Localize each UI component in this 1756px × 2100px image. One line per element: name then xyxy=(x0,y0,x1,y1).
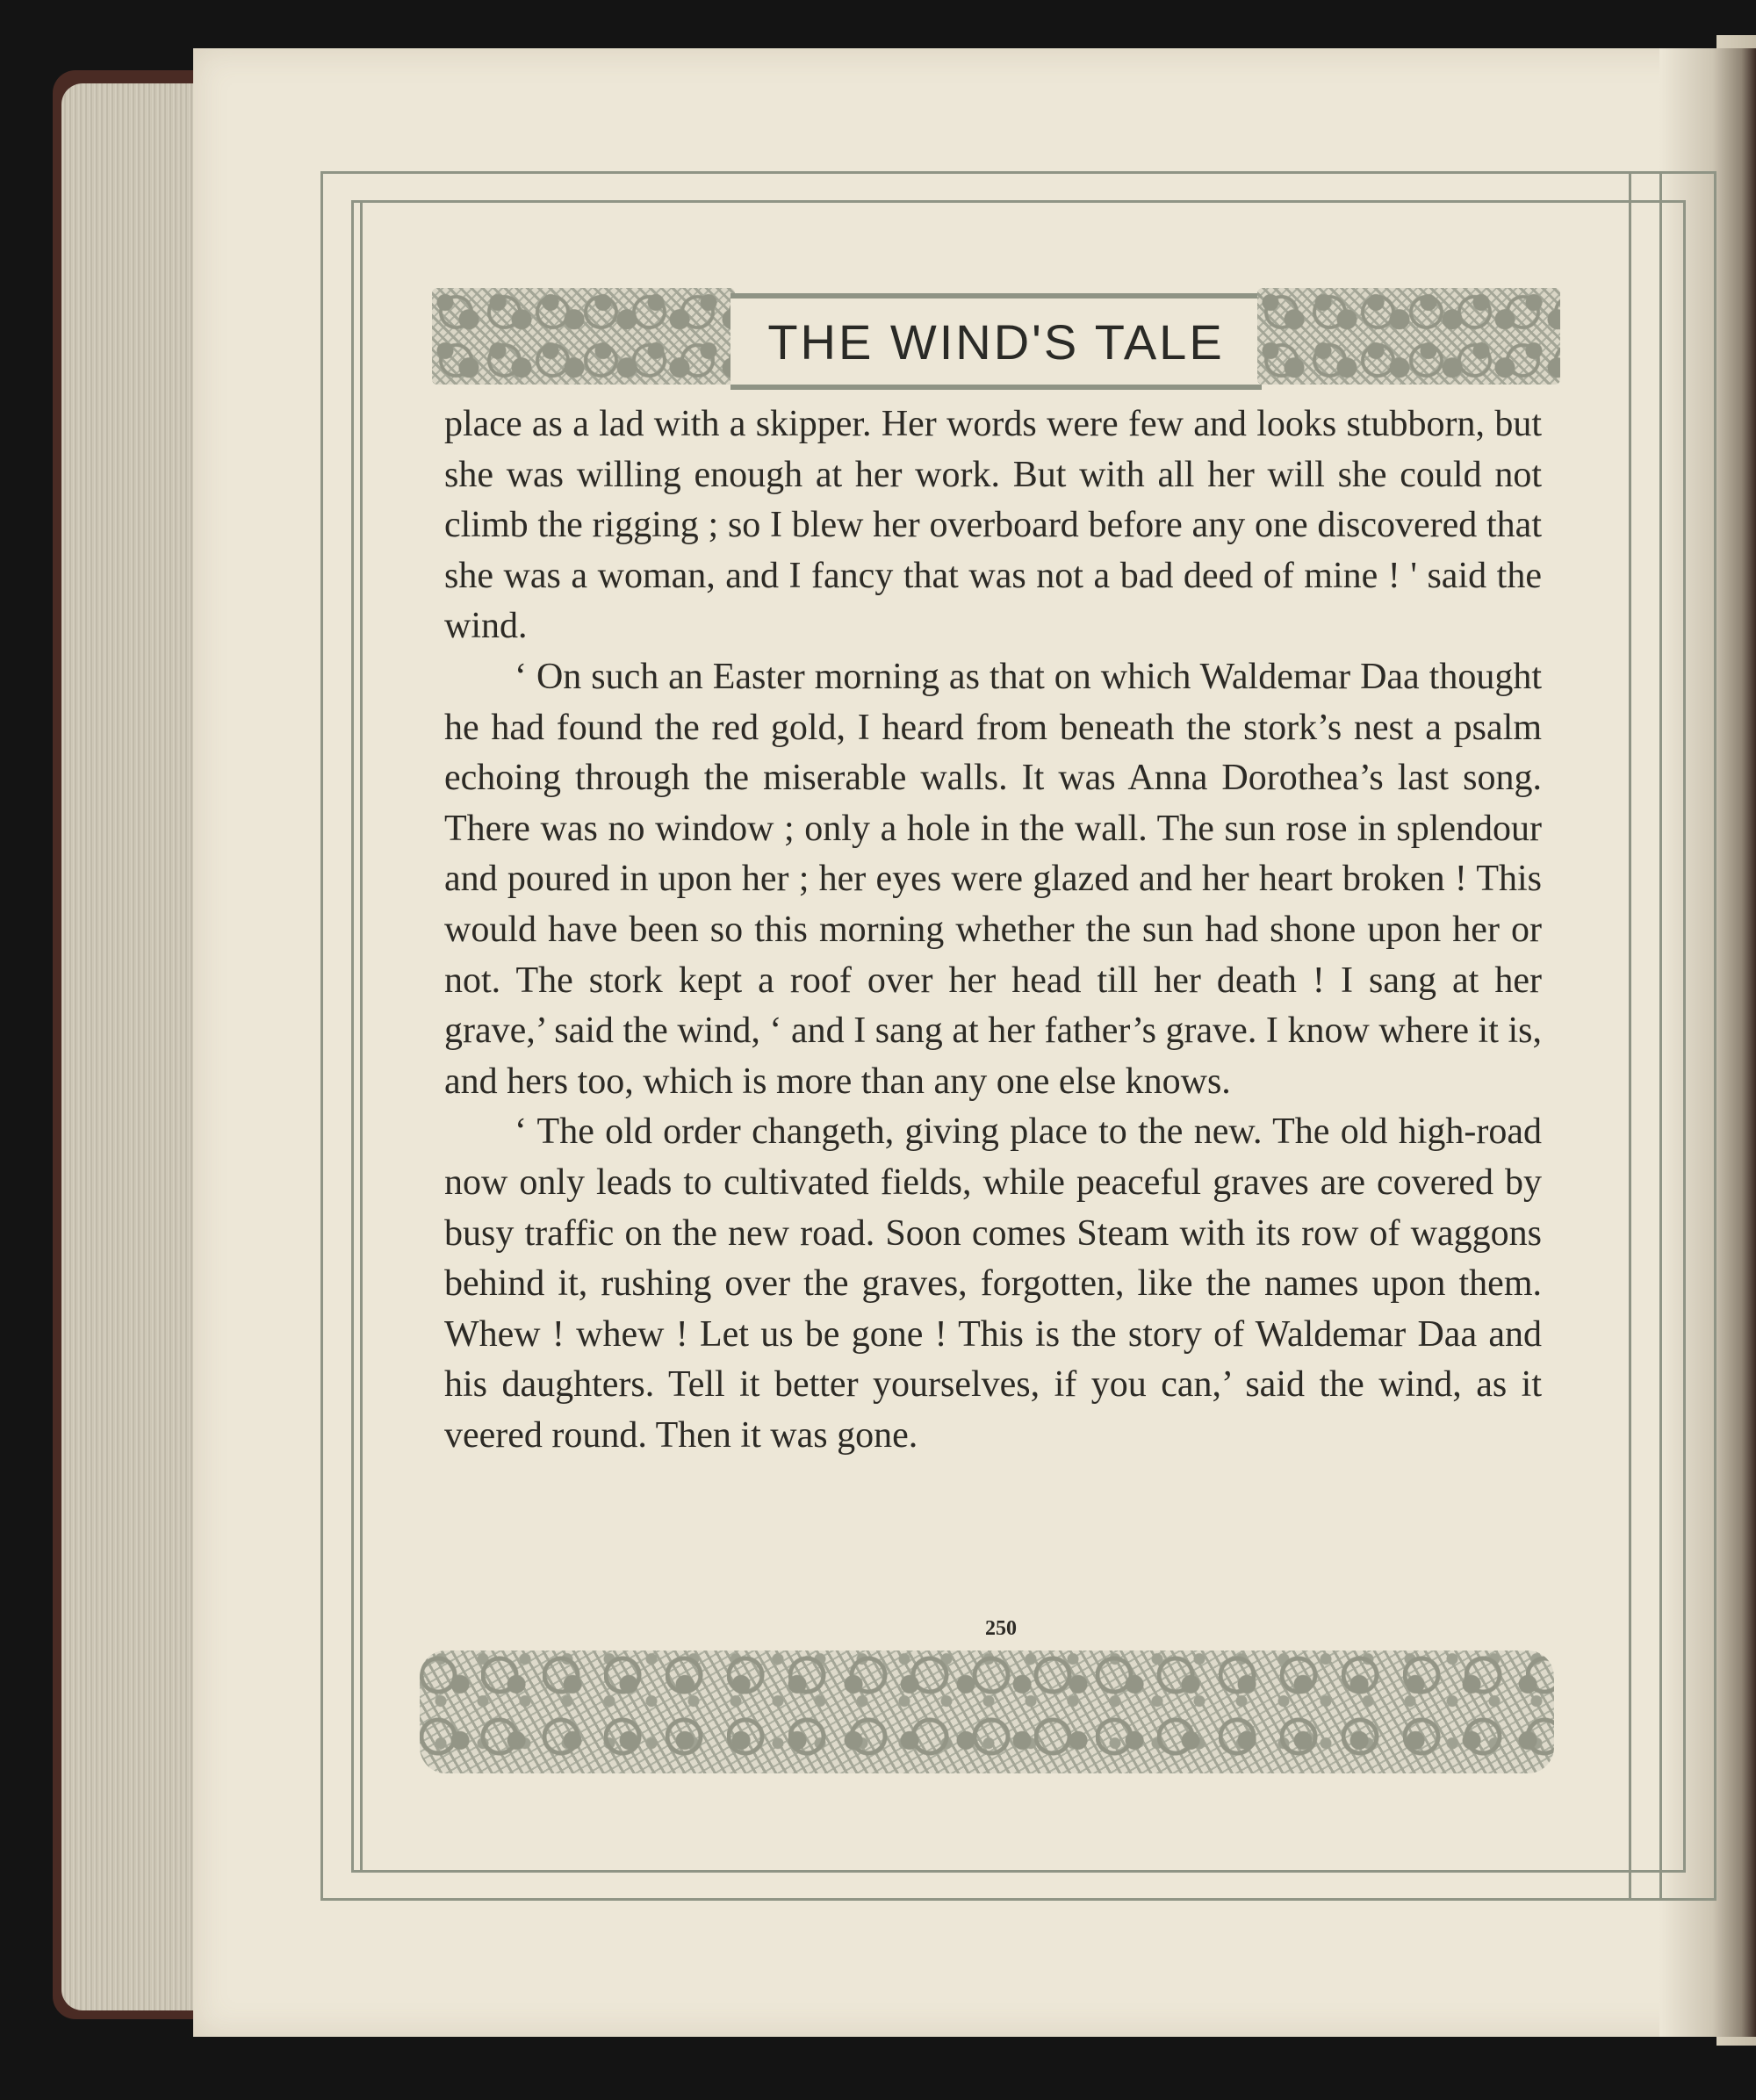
text-block xyxy=(444,399,1542,1461)
header-ornament-left xyxy=(432,288,735,385)
running-title: THE WIND'S TALE xyxy=(767,313,1225,370)
frame-rule-left xyxy=(360,200,363,1873)
frame-rule-right-outer xyxy=(1659,171,1662,1901)
running-header xyxy=(432,288,1560,385)
paragraph-3: ‘ The old order changeth, giving place to the new. The old high-road now only leads to cultivated fields, while peaceful graves are covered by busy traffic on the new road. Soon comes Steam with its row of waggons behind it, rushing over the graves, forgotten, like the names upon them. Whew ! whew ! Let us be gone ! This is the story of Waldemar Daa and his daughters. Tell it better yourselves, if you can,’ said the wind, as it veered round. Then it was gone. xyxy=(444,1111,1542,1456)
page-number: 250 xyxy=(985,1617,1017,1640)
paragraph-2: ‘ On such an Easter morning as that on which Waldemar Daa thought he had found the red gold, I heard from beneath the stork’s nest a psalm echoing through the miserable walls. It was Anna Dorothea’s last song. There was no window ; only a hole in the wall. The sun rose in splendour and poured in upon her ; her eyes were glazed and her heart broken ! This would have been so this morning whether the sun had shone upon her or not. The stork kept a roof over her head till her death ! I sang at her grave,’ said the wind, ‘ and I sang at her father’s grave. I know where it is, and hers too, which is more than any one else knows. xyxy=(444,656,1542,1102)
frame-rule-right xyxy=(1629,171,1631,1901)
paragraph-1: place as a lad with a skipper. Her words were few and looks stubborn, but she was willing enough at her work. But with all her will she could not climb the rigging ; so I blew her overboard before any one discovered that she was a woman, and I fancy that was not a bad deed of mine ! ' said the wind. xyxy=(444,404,1542,647)
tailpiece-ornament xyxy=(420,1651,1554,1773)
title-cartouche xyxy=(730,293,1262,390)
header-ornament-right xyxy=(1257,288,1560,385)
